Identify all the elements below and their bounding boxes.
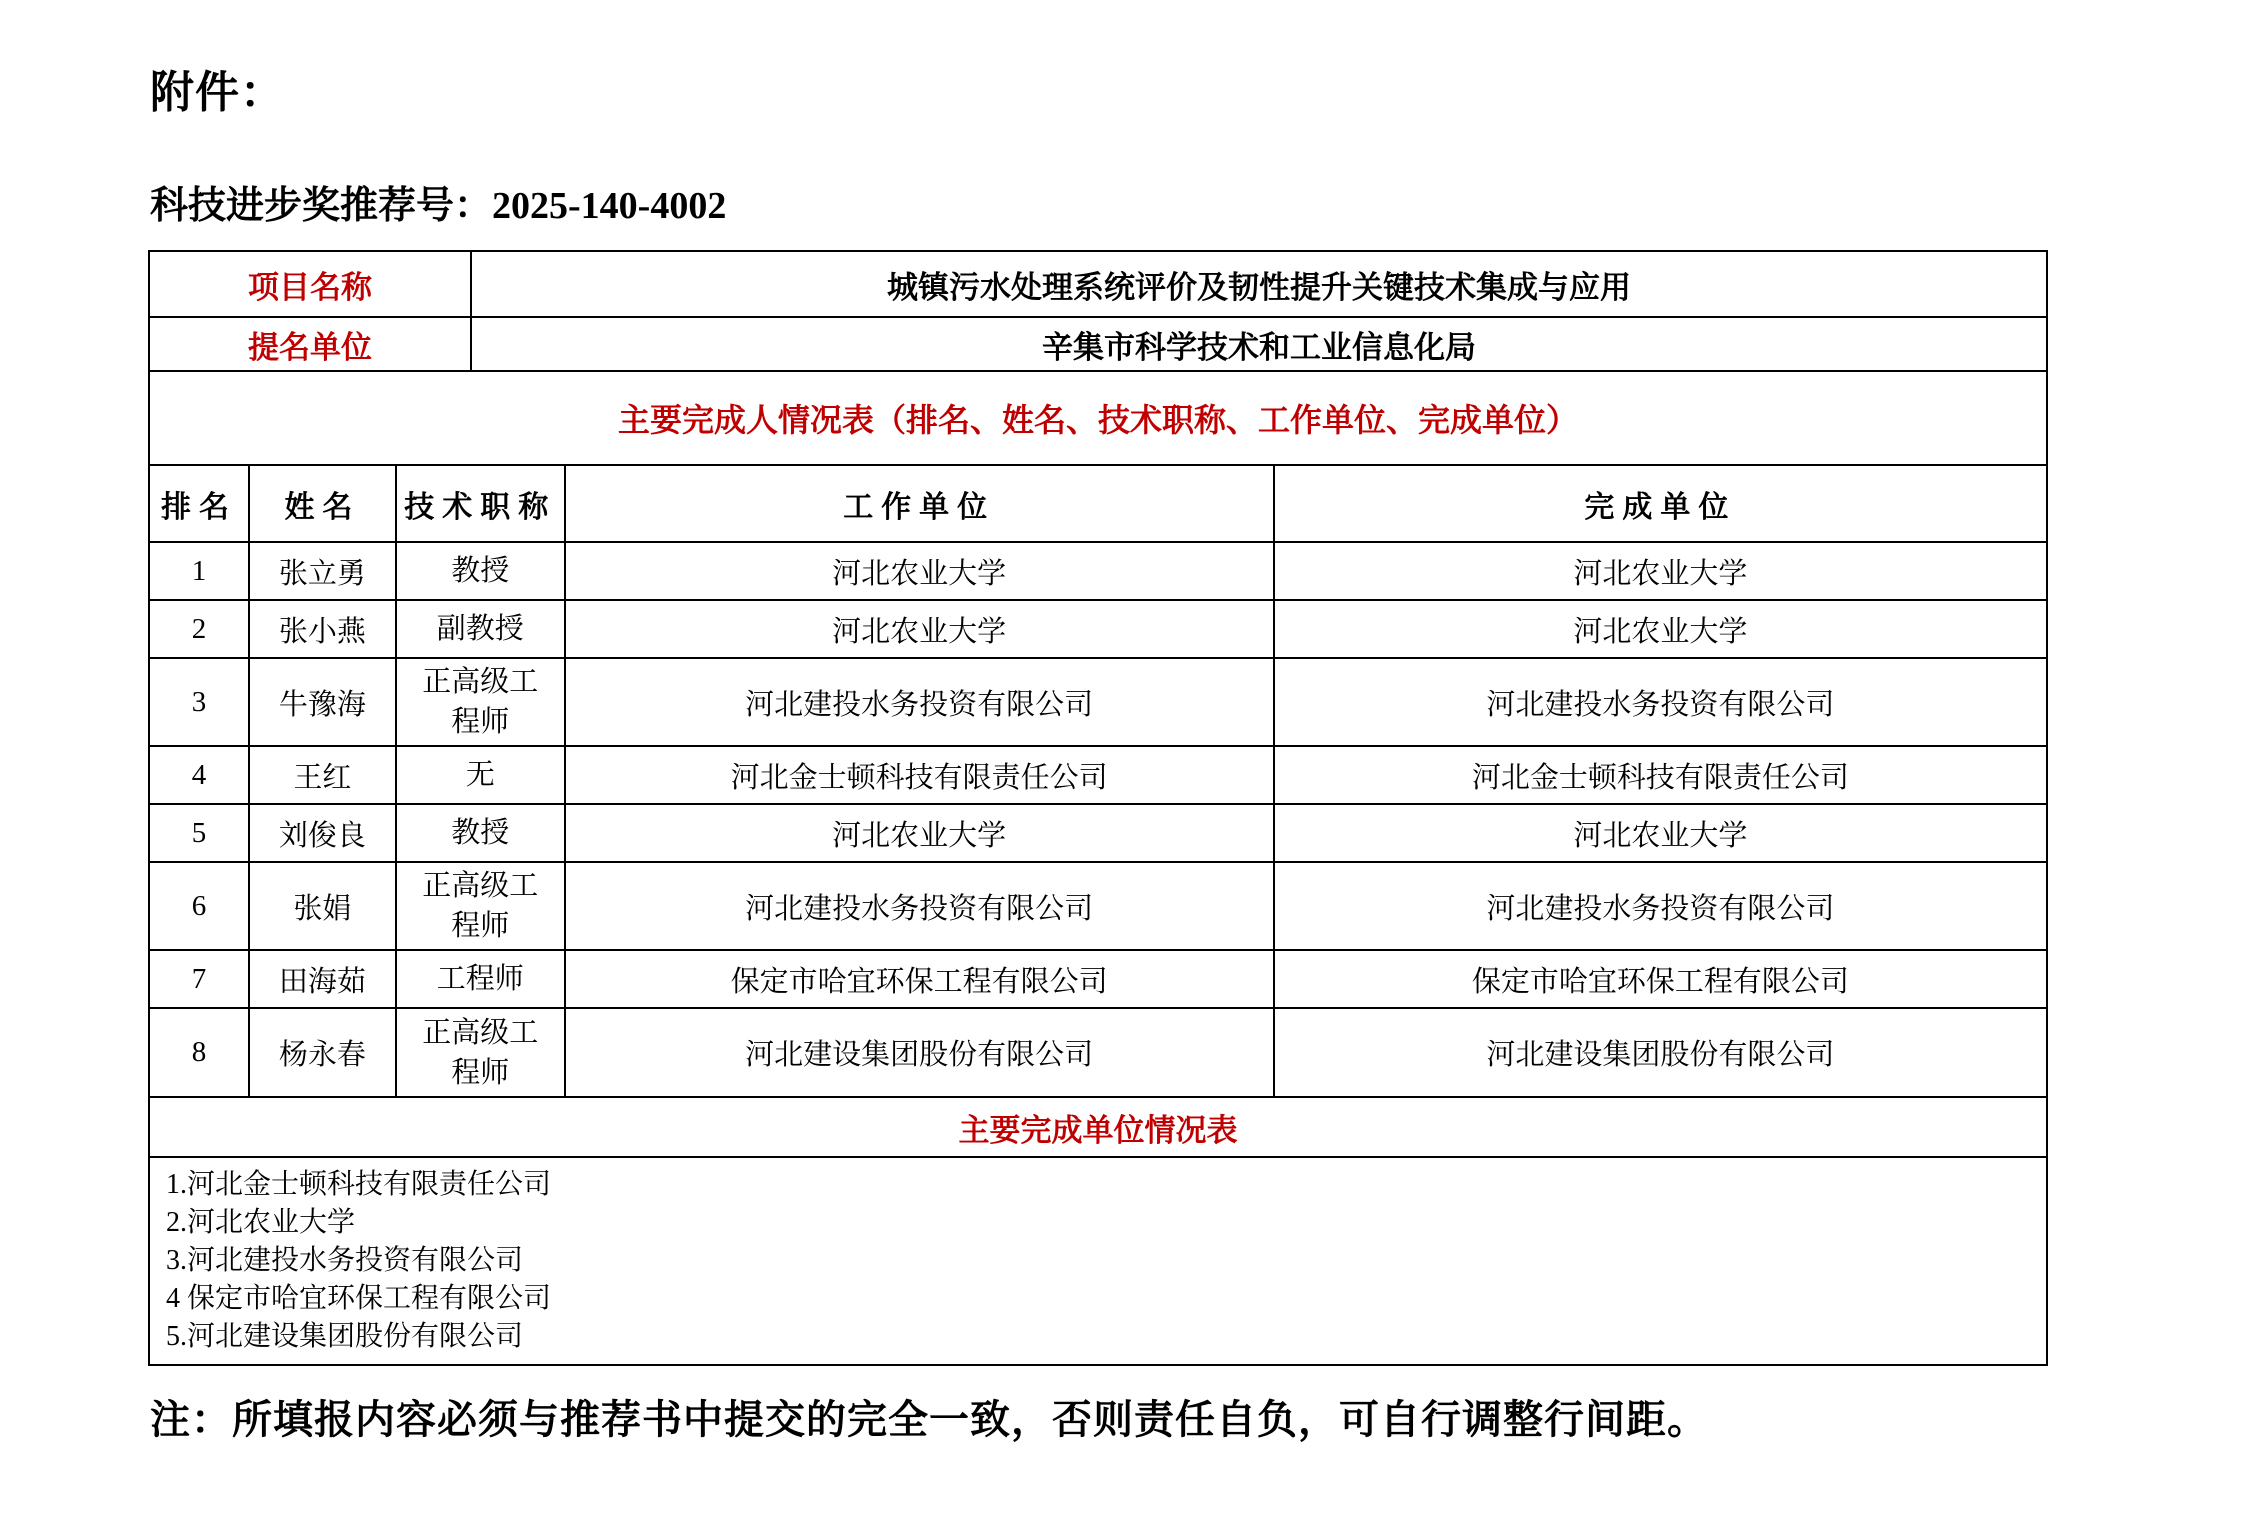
title-cell: 工程师 xyxy=(396,950,565,1008)
col-header-completion-unit: 完成单位 xyxy=(1584,490,1737,524)
name-cell: 张娟 xyxy=(249,862,396,950)
title-cell: 教授 xyxy=(396,542,565,600)
title-cell: 正高级工程师 xyxy=(396,862,565,950)
rank-cell: 2 xyxy=(150,600,249,658)
completion-unit-cell: 河北农业大学 xyxy=(1274,600,2046,658)
name-cell: 牛豫海 xyxy=(249,658,396,746)
rank-cell: 1 xyxy=(150,542,249,600)
col-header-work-unit: 工作单位 xyxy=(565,466,1274,542)
work-unit-cell: 河北建投水务投资有限公司 xyxy=(565,658,1274,746)
rank-cell: 4 xyxy=(150,746,249,804)
work-unit-cell: 河北农业大学 xyxy=(565,804,1274,862)
work-unit-cell: 河北建投水务投资有限公司 xyxy=(565,862,1274,950)
recommendation-number: 2025-140-4002 xyxy=(492,185,727,227)
footer-note: 注：所填报内容必须与推荐书中提交的完全一致，否则责任自负，可自行调整行间距。 xyxy=(150,1397,1708,1442)
project-name-value: 城镇污水处理系统评价及韧性提升关键技术集成与应用 xyxy=(887,269,1631,305)
title-cell: 副教授 xyxy=(396,600,565,658)
table-row xyxy=(150,804,2046,862)
name-cell: 张小燕 xyxy=(249,600,396,658)
table-row xyxy=(150,862,2046,950)
recommendation-label: 科技进步奖推荐号： xyxy=(150,185,493,227)
col-header-title: 技术职称 xyxy=(396,466,565,542)
title-cell: 正高级工程师 xyxy=(396,1008,565,1096)
table-row xyxy=(150,1008,2046,1096)
completers-header-row xyxy=(150,466,2046,542)
col-header-rank: 排名 xyxy=(150,466,249,542)
nominator-row xyxy=(150,318,2046,372)
completion-unit-cell: 保定市哈宜环保工程有限公司 xyxy=(1274,950,2046,1008)
name-cell: 田海茹 xyxy=(249,950,396,1008)
completing-units-list xyxy=(150,1158,2046,1364)
nominator-value: 辛集市科学技术和工业信息化局 xyxy=(1042,329,1476,365)
title-cell: 教授 xyxy=(396,804,565,862)
recommendation-number-line xyxy=(150,174,726,229)
list-item: 5.河北建设集团股份有限公司 xyxy=(166,1321,524,1352)
rank-cell: 8 xyxy=(150,1008,249,1096)
completion-unit-cell: 河北金士顿科技有限责任公司 xyxy=(1274,746,2046,804)
work-unit-cell: 河北金士顿科技有限责任公司 xyxy=(565,746,1274,804)
col-header-name: 姓名 xyxy=(249,466,396,542)
rank-cell: 3 xyxy=(150,658,249,746)
title-cell: 正高级工程师 xyxy=(396,658,565,746)
work-unit-cell: 河北建设集团股份有限公司 xyxy=(565,1008,1274,1096)
rank-cell: 5 xyxy=(150,804,249,862)
list-item: 1.河北金士顿科技有限责任公司 xyxy=(166,1169,552,1200)
award-form-table xyxy=(148,250,2048,1366)
rank-cell: 6 xyxy=(150,862,249,950)
list-item: 3.河北建投水务投资有限公司 xyxy=(166,1245,524,1276)
list-item: 2.河北农业大学 xyxy=(166,1207,356,1238)
nominator-label: 提名单位 xyxy=(150,318,472,370)
completing-units-table-title: 主要完成单位情况表 xyxy=(150,1096,2046,1158)
table-row xyxy=(150,542,2046,600)
project-name-label: 项目名称 xyxy=(150,252,472,316)
completion-unit-cell: 河北农业大学 xyxy=(1274,542,2046,600)
project-name-row xyxy=(150,252,2046,318)
name-cell: 刘俊良 xyxy=(249,804,396,862)
work-unit-cell: 河北农业大学 xyxy=(565,600,1274,658)
table-row xyxy=(150,950,2046,1008)
completers-table-title: 主要完成人情况表（排名、姓名、技术职称、工作单位、完成单位） xyxy=(150,372,2046,466)
table-row xyxy=(150,600,2046,658)
name-cell: 王红 xyxy=(249,746,396,804)
title-cell: 无 xyxy=(396,746,565,804)
rank-cell: 7 xyxy=(150,950,249,1008)
work-unit-cell: 保定市哈宜环保工程有限公司 xyxy=(565,950,1274,1008)
table-row xyxy=(150,746,2046,804)
completion-unit-cell: 河北建投水务投资有限公司 xyxy=(1274,862,2046,950)
name-cell: 张立勇 xyxy=(249,542,396,600)
attachment-heading: 附件： xyxy=(150,68,285,117)
completion-unit-cell: 河北建投水务投资有限公司 xyxy=(1274,658,2046,746)
name-cell: 杨永春 xyxy=(249,1008,396,1096)
completers-table xyxy=(150,466,2046,1096)
work-unit-cell: 河北农业大学 xyxy=(565,542,1274,600)
list-item: 4 保定市哈宜环保工程有限公司 xyxy=(166,1283,552,1314)
completion-unit-cell: 河北建设集团股份有限公司 xyxy=(1274,1008,2046,1096)
completion-unit-cell: 河北农业大学 xyxy=(1274,804,2046,862)
table-row xyxy=(150,658,2046,746)
